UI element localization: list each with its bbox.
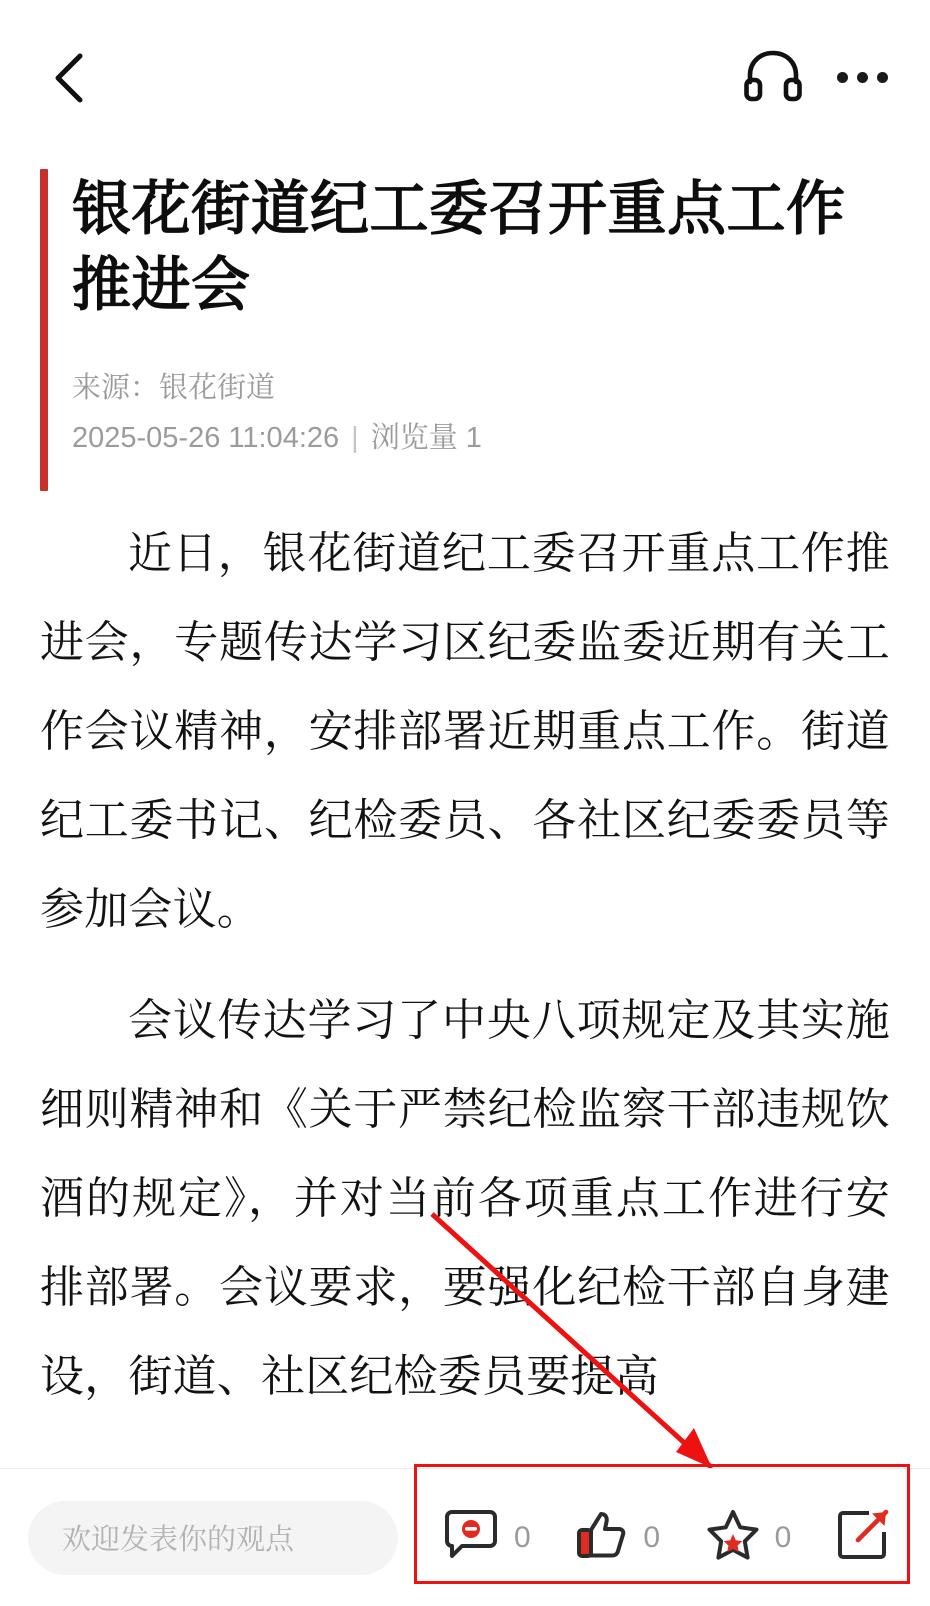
chevron-left-icon — [48, 50, 92, 106]
share-button[interactable] — [836, 1508, 892, 1567]
article-meta — [72, 363, 890, 463]
more-options-button[interactable] — [831, 72, 894, 83]
like-count: 0 — [643, 1520, 661, 1554]
article-views: 浏览量 1 — [370, 422, 482, 454]
article-paragraph: 近日，银花街道纪工委召开重点工作推进会，专题传达学习区纪委监委近期有关工作会议精神，安排部署近期重点工作。街道纪工委书记、纪检委员、各社区纪委委员等参加会议。 — [40, 529, 890, 934]
favorite-button[interactable] — [705, 1508, 792, 1567]
meta-separator: | — [351, 422, 359, 454]
article-header — [40, 155, 890, 463]
article-body — [40, 509, 890, 1421]
comment-icon — [442, 1508, 500, 1567]
back-button[interactable] — [40, 48, 100, 108]
favorite-count: 0 — [774, 1520, 792, 1554]
bottom-action-bar — [0, 1468, 930, 1606]
accent-bar — [40, 169, 48, 491]
top-navigation-bar — [0, 0, 930, 155]
top-bar-actions — [741, 46, 894, 110]
article-source: 来源：银花街道 — [72, 372, 276, 404]
share-icon — [836, 1508, 892, 1567]
more-horizontal-icon-dot-3 — [877, 72, 888, 83]
more-horizontal-icon-dot-2 — [857, 72, 868, 83]
star-icon — [705, 1508, 761, 1567]
headphones-icon — [743, 48, 803, 107]
thumbs-up-icon — [575, 1508, 629, 1567]
article-meta-line2 — [72, 413, 890, 463]
article-paragraph: 会议传达学习了中央八项规定及其实施细则精神和《关于严禁纪检监察干部违规饮酒的规定》，并对当前各项重点工作进行安排部署。会议要求，要强化纪检干部自身建设，街道、社区纪检委员要提高 — [40, 996, 890, 1401]
more-horizontal-icon-dot-1 — [837, 72, 848, 83]
comment-count: 0 — [514, 1520, 531, 1554]
page-title: 银花街道纪工委召开重点工作推进会 — [72, 176, 846, 318]
article-timestamp: 2025-05-26 11:04:26 — [72, 422, 340, 454]
listen-article-button[interactable] — [741, 46, 805, 110]
comment-button[interactable] — [442, 1508, 531, 1567]
comment-input[interactable] — [28, 1501, 398, 1575]
action-buttons-group — [418, 1508, 904, 1567]
article-container — [0, 155, 930, 1443]
comment-input-placeholder: 欢迎发表你的观点 — [62, 1524, 295, 1556]
like-button[interactable] — [575, 1508, 660, 1567]
